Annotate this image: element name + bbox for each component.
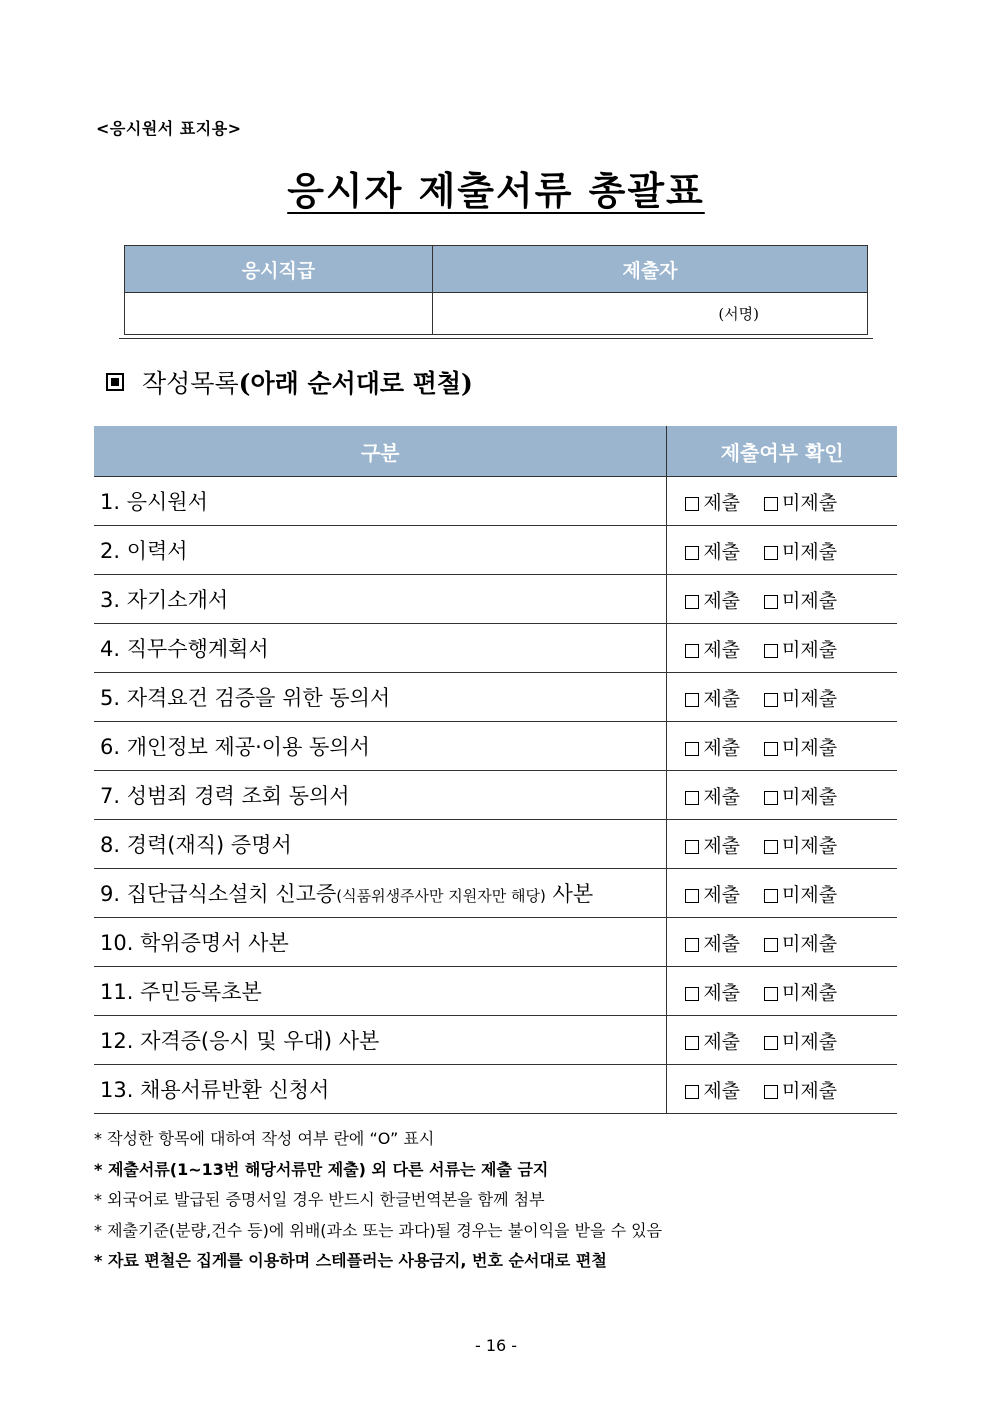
note-item: * 제출서류(1~13번 해당서류만 제출) 외 다른 서류는 제출 금지: [94, 1159, 549, 1179]
not-submitted-checkbox[interactable]: [764, 497, 778, 511]
signature-label: (서명): [718, 305, 759, 323]
table-row: [94, 918, 897, 967]
signature-field[interactable]: [433, 293, 868, 335]
submission-check-header: 제출여부 확인: [667, 426, 897, 477]
not-submitted-option[interactable]: [764, 586, 837, 613]
info-table-underline: [119, 338, 873, 339]
not-submitted-checkbox[interactable]: [764, 987, 778, 1001]
submitted-checkbox[interactable]: [685, 546, 699, 560]
submitted-label: 제출: [703, 736, 741, 759]
submission-check: [667, 722, 897, 771]
cover-note: <응시원서 표지용>: [96, 119, 242, 138]
document-name: [94, 1016, 667, 1065]
submitted-option[interactable]: [685, 488, 740, 515]
note-item: * 제출기준(분량,건수 등)에 위배(과소 또는 과다)될 경우는 불이익을 받을 수 있음: [94, 1220, 663, 1240]
submitted-checkbox[interactable]: [685, 693, 699, 707]
not-submitted-option[interactable]: [764, 929, 837, 956]
submitted-option[interactable]: [685, 782, 740, 809]
not-submitted-option[interactable]: [764, 537, 837, 564]
not-submitted-checkbox[interactable]: [764, 938, 778, 952]
table-row: [94, 526, 897, 575]
submitter-header: 제출자: [433, 246, 868, 293]
document-name: [94, 771, 667, 820]
applicant-info-table: [124, 245, 868, 335]
submitted-label: 제출: [703, 785, 741, 808]
document-name: [94, 722, 667, 771]
document-label: 11. 주민등록초본: [100, 980, 262, 1004]
not-submitted-checkbox[interactable]: [764, 742, 778, 756]
submission-check: [667, 918, 897, 967]
submitted-label: 제출: [703, 981, 741, 1004]
submitted-option[interactable]: [685, 1076, 740, 1103]
not-submitted-option[interactable]: [764, 635, 837, 662]
not-submitted-checkbox[interactable]: [764, 595, 778, 609]
note-item: * 작성한 항목에 대하여 작성 여부 란에 “O” 표시: [94, 1129, 435, 1148]
document-name: [94, 869, 667, 918]
table-row: [94, 820, 897, 869]
submitted-checkbox[interactable]: [685, 497, 699, 511]
submission-check: [667, 624, 897, 673]
submitted-checkbox[interactable]: [685, 1085, 699, 1099]
document-label: 9. 집단급식소설치 신고증: [100, 882, 337, 906]
not-submitted-option[interactable]: [764, 733, 837, 760]
table-row: [94, 575, 897, 624]
document-name: [94, 820, 667, 869]
not-submitted-checkbox[interactable]: [764, 791, 778, 805]
submitted-checkbox[interactable]: [685, 791, 699, 805]
submission-check: [667, 869, 897, 918]
submission-check: [667, 820, 897, 869]
submitted-option[interactable]: [685, 537, 740, 564]
not-submitted-label: 미제출: [782, 981, 838, 1004]
not-submitted-label: 미제출: [782, 687, 838, 710]
not-submitted-option[interactable]: [764, 782, 837, 809]
submitted-checkbox[interactable]: [685, 595, 699, 609]
position-field[interactable]: [125, 293, 433, 335]
submitted-label: 제출: [703, 932, 741, 955]
not-submitted-label: 미제출: [782, 589, 838, 612]
not-submitted-label: 미제출: [782, 491, 838, 514]
not-submitted-checkbox[interactable]: [764, 546, 778, 560]
submitted-checkbox[interactable]: [685, 889, 699, 903]
submitted-option[interactable]: [685, 733, 740, 760]
submission-check: [667, 771, 897, 820]
submitted-label: 제출: [703, 834, 741, 857]
submitted-option[interactable]: [685, 1027, 740, 1054]
not-submitted-label: 미제출: [782, 834, 838, 857]
submitted-label: 제출: [703, 1030, 741, 1053]
submitted-checkbox[interactable]: [685, 840, 699, 854]
page-title: [0, 160, 992, 215]
document-name: [94, 526, 667, 575]
document-label-note: (식품위생주사만 지원자만 해당): [336, 887, 546, 905]
submission-check: [667, 673, 897, 722]
document-checklist-table: [94, 426, 897, 1114]
not-submitted-option[interactable]: [764, 831, 837, 858]
submitted-option[interactable]: [685, 831, 740, 858]
document-label: 1. 응시원서: [100, 490, 208, 514]
not-submitted-option[interactable]: [764, 684, 837, 711]
submission-check: [667, 1065, 897, 1114]
document-label: 6. 개인정보 제공·이용 동의서: [100, 735, 370, 759]
not-submitted-checkbox[interactable]: [764, 693, 778, 707]
submitted-option[interactable]: [685, 684, 740, 711]
submitted-option[interactable]: [685, 978, 740, 1005]
submission-check: [667, 1016, 897, 1065]
page-number: - 16 -: [474, 1336, 518, 1355]
not-submitted-label: 미제출: [782, 1030, 838, 1053]
not-submitted-label: 미제출: [782, 1079, 838, 1102]
document-name: [94, 967, 667, 1016]
document-label: 5. 자격요건 검증을 위한 동의서: [100, 686, 391, 710]
submission-check: [667, 477, 897, 526]
document-label: 3. 자기소개서: [100, 588, 229, 612]
not-submitted-option[interactable]: [764, 1027, 837, 1054]
submitted-checkbox[interactable]: [685, 742, 699, 756]
not-submitted-label: 미제출: [782, 932, 838, 955]
not-submitted-label: 미제출: [782, 785, 838, 808]
category-header: 구분: [94, 426, 667, 477]
document-label-suffix: 사본: [545, 882, 594, 906]
document-name: [94, 1065, 667, 1114]
submitted-label: 제출: [703, 883, 741, 906]
document-label: 10. 학위증명서 사본: [100, 931, 289, 955]
not-submitted-option[interactable]: [764, 1076, 837, 1103]
submitted-label: 제출: [703, 638, 741, 661]
document-label: 8. 경력(재직) 증명서: [100, 833, 292, 857]
filled-square-icon: [106, 373, 124, 391]
submitted-label: 제출: [703, 491, 741, 514]
table-row: [94, 673, 897, 722]
table-row: [94, 722, 897, 771]
not-submitted-checkbox[interactable]: [764, 889, 778, 903]
not-submitted-option[interactable]: [764, 880, 837, 907]
document-label: 2. 이력서: [100, 539, 188, 563]
note-item: * 외국어로 발급된 증명서일 경우 반드시 한글번역본을 함께 첨부: [94, 1190, 545, 1210]
document-label: 13. 채용서류반환 신청서: [100, 1078, 330, 1102]
submitted-checkbox[interactable]: [685, 938, 699, 952]
submitted-label: 제출: [703, 589, 741, 612]
document-label: 7. 성범죄 경력 조회 동의서: [100, 784, 350, 808]
document-name: [94, 575, 667, 624]
table-row: [94, 1016, 897, 1065]
notes: [94, 1124, 662, 1277]
submitted-label: 제출: [703, 540, 741, 563]
document-label: 4. 직무수행계획서: [100, 637, 269, 661]
submitted-label: 제출: [703, 687, 741, 710]
not-submitted-checkbox[interactable]: [764, 644, 778, 658]
not-submitted-label: 미제출: [782, 540, 838, 563]
table-row: [94, 869, 897, 918]
section-title: [106, 364, 473, 400]
submitted-checkbox[interactable]: [685, 1036, 699, 1050]
document-name: [94, 624, 667, 673]
not-submitted-checkbox[interactable]: [764, 1085, 778, 1099]
section-title-paren: (아래 순서대로 편철): [238, 369, 473, 398]
section-title-main: 작성목록: [142, 369, 239, 398]
position-header: 응시직급: [125, 246, 433, 293]
document-label: 12. 자격증(응시 및 우대) 사본: [100, 1029, 380, 1053]
submission-check: [667, 967, 897, 1016]
table-row: [94, 771, 897, 820]
submitted-option[interactable]: [685, 929, 740, 956]
submitted-label: 제출: [703, 1079, 741, 1102]
document-name: [94, 477, 667, 526]
document-name: [94, 918, 667, 967]
submitted-option[interactable]: [685, 880, 740, 907]
submitted-option[interactable]: [685, 586, 740, 613]
note-item: * 자료 편철은 집게를 이용하며 스테플러는 사용금지, 번호 순서대로 편철: [94, 1251, 607, 1271]
submitted-checkbox[interactable]: [685, 987, 699, 1001]
submitted-option[interactable]: [685, 635, 740, 662]
page-title-text: 응시자 제출서류 총괄표: [287, 169, 705, 213]
document-name: [94, 673, 667, 722]
submission-check: [667, 526, 897, 575]
not-submitted-checkbox[interactable]: [764, 840, 778, 854]
table-row: [94, 477, 897, 526]
not-submitted-label: 미제출: [782, 638, 838, 661]
not-submitted-option[interactable]: [764, 978, 837, 1005]
submission-check: [667, 575, 897, 624]
document-rows: [94, 477, 897, 1114]
not-submitted-option[interactable]: [764, 488, 837, 515]
table-row: [94, 624, 897, 673]
not-submitted-label: 미제출: [782, 736, 838, 759]
table-row: [94, 967, 897, 1016]
table-row: [94, 1065, 897, 1114]
not-submitted-checkbox[interactable]: [764, 1036, 778, 1050]
submitted-checkbox[interactable]: [685, 644, 699, 658]
not-submitted-label: 미제출: [782, 883, 838, 906]
